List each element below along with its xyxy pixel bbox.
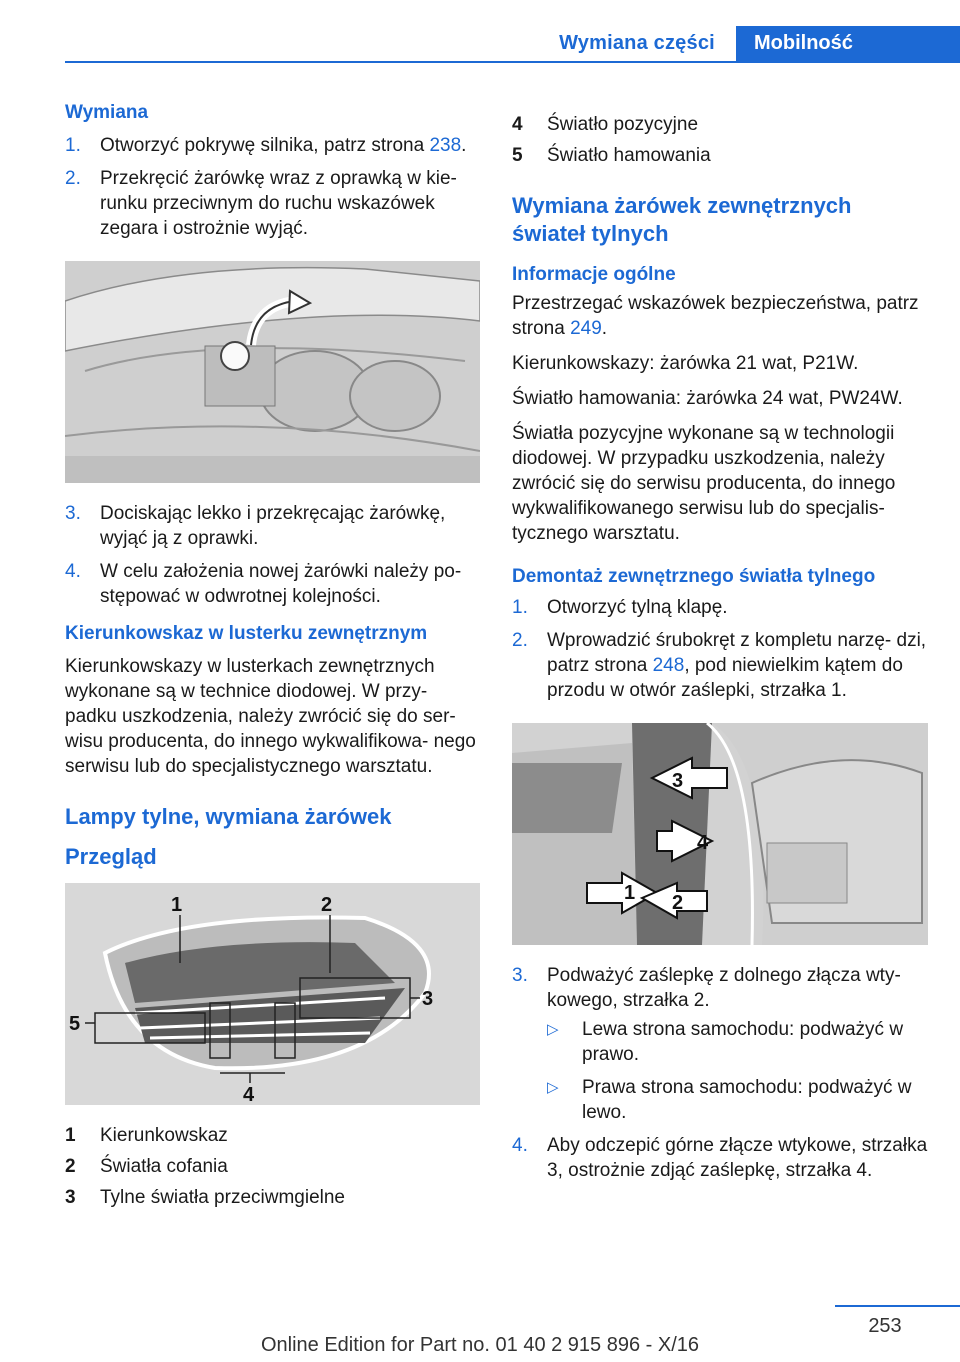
table-row: 3 Tylne światła przeciwmgielne — [65, 1187, 345, 1208]
list-item — [65, 501, 480, 551]
turn-indicator-spec: Kierunkowskazy: żarówka 21 wat, P21W. — [512, 353, 859, 374]
heading-overview: Przegląd — [65, 844, 157, 869]
edition-footer: Online Edition for Part no. 01 40 2 915 896 - X/16 — [260, 1334, 700, 1356]
table-row: 2 Światła cofania — [65, 1156, 228, 1177]
brake-light-spec: Światło hamowania: żarówka 24 wat, PW24W. — [512, 388, 903, 409]
steps-list-2 — [65, 501, 480, 609]
list-item — [512, 595, 928, 620]
trunk-label-1: 1 — [624, 882, 636, 904]
list-item: 1. Otworzyć pokrywę silnika, patrz strona 238. — [65, 135, 467, 156]
overview-label-2: 2 — [321, 894, 333, 916]
table-row: 5 Światło hamowania — [512, 145, 711, 166]
step-text: Otworzyć tylną klapę. — [547, 597, 728, 618]
page-link-248[interactable]: 248 — [652, 655, 685, 676]
page-link-238[interactable]: 238 — [429, 135, 462, 156]
legend-table-right — [512, 112, 711, 174]
heading-dismount: Demontaż zewnętrznego światła tylnego — [512, 566, 876, 587]
step-number: 3. — [512, 965, 528, 986]
legend-table-left — [65, 1123, 345, 1216]
triangle-bullet-icon: ▷ — [547, 1021, 559, 1038]
heading-mirror-indicator: Kierunkowskaz w lusterku zewnętrznym — [65, 623, 428, 644]
trunk-label-4: 4 — [697, 832, 709, 854]
list-item: 2. Wprowadzić śrubokręt z kompletu narzę- dzi, patrz strona 248, pod niewielkim kątem do przodu w otwór zaślepki, strzałka 1. — [512, 630, 927, 701]
overview-label-4: 4 — [243, 1084, 255, 1105]
list-item — [512, 963, 928, 1125]
step-number: 2. — [512, 630, 528, 651]
trunk-label-3: 3 — [672, 770, 684, 792]
header-chapter-tab: Mobilność — [736, 26, 960, 61]
step-number: 4. — [512, 1135, 528, 1156]
step-text: Aby odczepić górne złącze wtykowe, strzałka 3, ostrożnie zdjąć zaślepkę, strzałka 4. — [547, 1135, 928, 1181]
step-number: 3. — [65, 503, 81, 524]
overview-label-5: 5 — [69, 1013, 81, 1035]
left-column — [65, 100, 480, 1222]
step-text: W celu założenia nowej żarówki należy po- stępować w odwrotnej kolejności. — [100, 561, 462, 607]
heading-replacement: Wymiana — [65, 102, 149, 123]
overview-label-1: 1 — [171, 894, 183, 916]
heading-general-info: Informacje ogólne — [512, 264, 676, 285]
step-text: Dociskając lekko i przekręcając żarówkę, wyjąć ją z oprawki. — [100, 503, 446, 549]
trunk-side-panel-illustration — [512, 723, 928, 945]
list-item — [65, 559, 480, 609]
position-lights-paragraph: Światła pozycyjne wykonane są w technologii diodowej. W przypadku uszkodzenia, należy zwrócić się do serwisu producenta, do innego wykwalifikowanego serwisu lub do specjalis- tycznego warsztatu. — [512, 423, 896, 544]
safety-paragraph: Przestrzegać wskazówek bezpieczeństwa, patrz strona 249. — [512, 293, 919, 339]
step-number: 1. — [512, 597, 528, 618]
page-link-249[interactable]: 249 — [570, 318, 602, 339]
triangle-bullet-icon: ▷ — [547, 1079, 559, 1096]
table-row: 4 Światło pozycyjne — [512, 114, 699, 135]
list-item: ▷ Prawa strona samochodu: podważyć w lewo. — [547, 1077, 912, 1123]
side-instructions — [547, 1017, 928, 1125]
step-number: 1. — [65, 135, 81, 156]
step-text: Podważyć zaślepkę z dolnego złącza wty- kowego, strzałka 2. — [547, 965, 901, 1011]
list-item — [512, 1133, 928, 1183]
header-section-title: Wymiana części — [559, 32, 715, 54]
rear-lamp-overview-illustration — [65, 883, 480, 1105]
page-number: 253 — [868, 1315, 902, 1337]
list-item: ▷ Lewa strona samochodu: podważyć w prawo. — [547, 1019, 904, 1065]
right-column — [512, 112, 928, 1193]
steps-list-1 — [65, 133, 480, 241]
step-number: 2. — [65, 168, 81, 189]
table-row: 1 Kierunkowskaz — [65, 1125, 228, 1146]
header-rule — [65, 61, 960, 63]
step-number: 4. — [65, 561, 81, 582]
dismount-steps-continued — [512, 963, 928, 1183]
footer-rule — [835, 1305, 960, 1307]
step-text: Przekręcić żarówkę wraz z oprawką w kie- runku przeciwnym do ruchu wskazówek zegara i ostrożnie wyjąć. — [100, 168, 457, 239]
dismount-steps — [512, 595, 928, 703]
list-item — [65, 166, 480, 241]
mirror-paragraph: Kierunkowskazy w lusterkach zewnętrznych wykonane są w technice diodowej. W przy- padku uszkodzenia, należy zwrócić się do ser- wisu producenta, do innego wykwalifikowa- nego serwisu lub do specjalistycznego warsztatu. — [65, 656, 476, 777]
engine-bay-illustration — [65, 261, 480, 483]
overview-label-3: 3 — [422, 988, 434, 1010]
trunk-label-2: 2 — [672, 892, 684, 914]
heading-exterior-tail-lights: Wymiana żarówek zewnętrznych świateł tylnych — [512, 193, 852, 246]
heading-rear-lamps: Lampy tylne, wymiana żarówek — [65, 804, 392, 829]
